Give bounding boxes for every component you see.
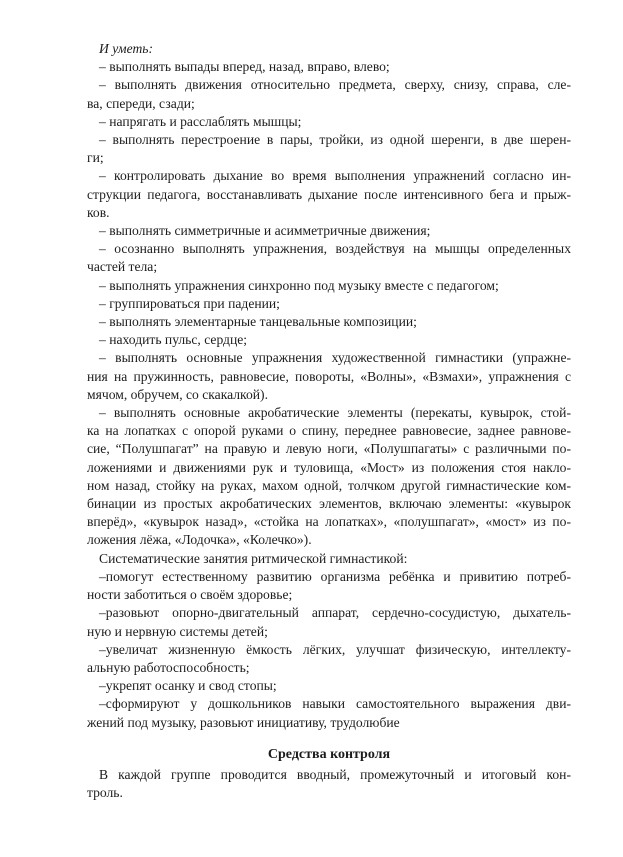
text-line: ва, спереди, сзади;	[87, 95, 195, 111]
text-line: – выполнять основные упражнения художественной гимнастики (упражне-	[99, 350, 571, 366]
lead-heading: И уметь:	[99, 41, 153, 56]
text-line: бинации из простых акробатических элементов, включаю элементы: «кувырок	[87, 496, 571, 512]
text-line: – выполнять элементарные танцевальные композиции;	[99, 314, 417, 330]
text-line: ги;	[87, 150, 104, 166]
text-line: сие, “Полушпагат” на правую и левую ноги, «Полушпагаты» с различными по-	[87, 441, 571, 457]
text-line: –помогут естественному развитию организма ребёнка и привитию потреб-	[99, 568, 571, 584]
text-line: струкции педагога, восстанавливать дыхание после интенсивного бега и прыж-	[87, 186, 571, 202]
text-line: – осознанно выполнять упражнения, воздействуя на мышцы определенных	[99, 241, 571, 257]
text-line: – выполнять симметричные и асимметричные движения;	[99, 223, 431, 239]
text-line: – выполнять упражнения синхронно под музыку вместе с педагогом;	[99, 277, 499, 293]
text-line: ности заботиться о своём здоровье;	[87, 587, 293, 603]
text-line: жений под музыку, разовьют инициативу, трудолюбие	[87, 714, 400, 730]
text-line: частей тела;	[87, 259, 158, 275]
text-line: ния на пружинность, равновесие, повороты, «Волны», «Взмахи», упражнения с	[87, 368, 571, 384]
text-line: – выполнять основные акробатические элементы (перекаты, кувырок, стой-	[99, 405, 571, 421]
text-line: –увеличат жизненную ёмкость лёгких, улучшат физическую, интеллекту-	[99, 641, 571, 657]
text-line: альную работоспособность;	[87, 659, 250, 675]
text-line: мячом, обручем, со скакалкой).	[87, 386, 268, 402]
text-line: – напрягать и расслаблять мышцы;	[99, 113, 302, 129]
text-line: – выполнять выпады вперед, назад, вправо, влево;	[99, 59, 390, 75]
text-line: –укрепят осанку и свод стопы;	[99, 678, 277, 694]
text-line: ка на лопатках с опорой руками о спину, переднее равновесие, заднее равнове-	[87, 423, 571, 439]
text-line: В каждой группе проводится вводный, промежуточный и итоговый кон-	[99, 766, 571, 782]
text-line: – группироваться при падении;	[99, 295, 280, 311]
text-line: вперёд», «кувырок назад», «стойка на лопатках», «полушпагат», «мост» из по-	[87, 514, 571, 530]
text-line: ную и нервную системы детей;	[87, 623, 268, 639]
text-line: Систематические занятия ритмической гимнастикой:	[99, 550, 408, 566]
text-line: – выполнять перестроение в пары, тройки, из одной шеренги, в две шерен-	[99, 132, 571, 148]
text-line: ложениями и движениями рук и туловища, «Мост» из положения стоя накло-	[87, 459, 571, 475]
section-title: Средства контроля	[267, 746, 391, 762]
body-text	[87, 40, 571, 802]
text-line: ложения лёжа, «Лодочка», «Колечко»).	[87, 532, 312, 548]
text-line: – выполнять движения относительно предмета, сверху, снизу, справа, сле-	[99, 77, 571, 93]
text-line: ков.	[87, 204, 110, 220]
text-line: –сформируют у дошкольников навыки самостоятельного выражения дви-	[99, 696, 571, 712]
text-line: ном назад, стойку на руках, махом одной, толчком другой гимнастические ком-	[87, 477, 571, 493]
text-line: троль.	[87, 785, 123, 801]
text-line: – контролировать дыхание во время выполнения упражнений согласно ин-	[99, 168, 571, 184]
text-line: –разовьют опорно-двигательный аппарат, сердечно-сосудистую, дыхатель-	[99, 605, 571, 621]
text-line: – находить пульс, сердце;	[99, 332, 248, 348]
